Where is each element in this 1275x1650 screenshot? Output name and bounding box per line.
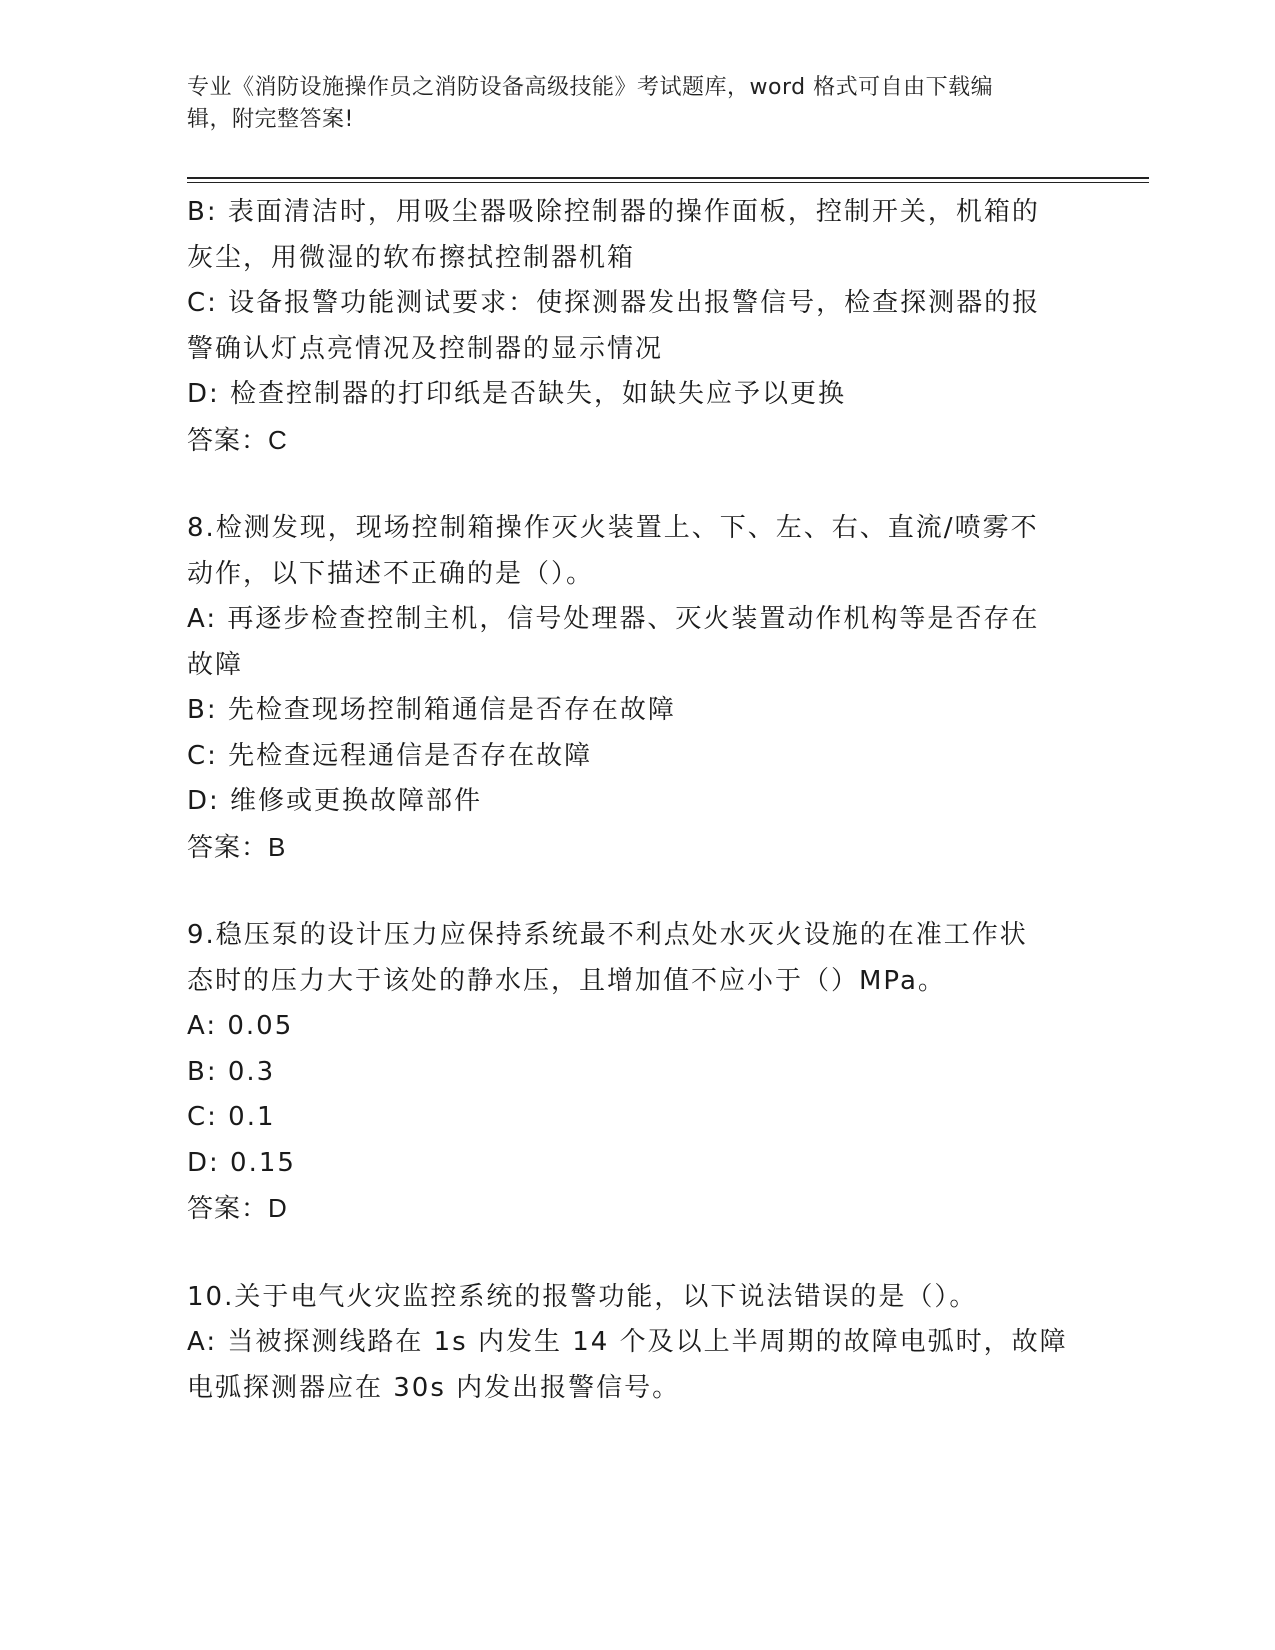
q8-answer: 答案：B xyxy=(187,831,287,862)
q7-option-b-line-2: 灰尘，用微湿的软布擦拭控制器机箱 xyxy=(187,242,636,273)
q9-option-c: C: 0.1 xyxy=(187,1102,276,1132)
q9-option-a: A: 0.05 xyxy=(187,1011,294,1041)
question-8 xyxy=(187,506,1087,870)
q9-stem-line-1: 9.稳压泵的设计压力应保持系统最不利点处水灭火设施的在准工作状 xyxy=(187,920,1028,950)
header-line-2: 辑，附完整答案! xyxy=(187,107,354,132)
header-line-1: 专业《消防设施操作员之消防设备高级技能》考试题库，word 格式可自由下载编 xyxy=(187,75,994,100)
spacer xyxy=(187,463,1087,506)
q9-answer: 答案：D xyxy=(187,1193,288,1223)
q8-option-a-line-2: 故障 xyxy=(187,649,244,680)
q8-stem-line-2: 动作，以下描述不正确的是（）。 xyxy=(187,558,595,589)
spacer xyxy=(187,870,1087,913)
header-divider xyxy=(187,177,1149,183)
q10-stem: 10.关于电气火灾监控系统的报警功能，以下说法错误的是（）。 xyxy=(187,1281,978,1312)
q7-option-c-line-2: 警确认灯点亮情况及控制器的显示情况 xyxy=(187,333,664,364)
q10-option-a-line-2: 电弧探测器应在 30s 内发出报警信号。 xyxy=(187,1372,681,1403)
q8-stem-line-1: 8.检测发现，现场控制箱操作灭火装置上、下、左、右、直流/喷雾不 xyxy=(187,513,1039,543)
spacer xyxy=(187,1232,1087,1275)
q7-option-b-line-1: B: 表面清洁时，用吸尘器吸除控制器的操作面板，控制开关，机箱的 xyxy=(187,197,1040,227)
document-header xyxy=(187,72,1067,136)
q9-option-d: D: 0.15 xyxy=(187,1147,296,1178)
question-10 xyxy=(187,1275,1087,1412)
q8-option-b: B: 先检查现场控制箱通信是否存在故障 xyxy=(187,695,676,725)
q9-option-b: B: 0.3 xyxy=(187,1056,276,1087)
q7-answer: 答案：C xyxy=(187,424,288,455)
q10-option-a-line-1: A: 当被探测线路在 1s 内发生 14 个及以上半周期的故障电弧时，故障 xyxy=(187,1327,1068,1357)
q9-stem-line-2: 态时的压力大于该处的静水压，且增加值不应小于（）MPa。 xyxy=(187,965,946,996)
q7-option-d: D: 检查控制器的打印纸是否缺失，如缺失应予以更换 xyxy=(187,379,847,409)
q8-option-d: D: 维修或更换故障部件 xyxy=(187,786,483,816)
q8-option-c: C: 先检查远程通信是否存在故障 xyxy=(187,740,593,771)
q7-option-c-line-1: C: 设备报警功能测试要求：使探测器发出报警信号，检查探测器的报 xyxy=(187,288,1041,318)
question-7-tail xyxy=(187,190,1087,463)
question-9 xyxy=(187,913,1087,1232)
q8-option-a-line-1: A: 再逐步检查控制主机，信号处理器、灭火装置动作机构等是否存在 xyxy=(187,604,1040,634)
question-body xyxy=(187,190,1087,1411)
